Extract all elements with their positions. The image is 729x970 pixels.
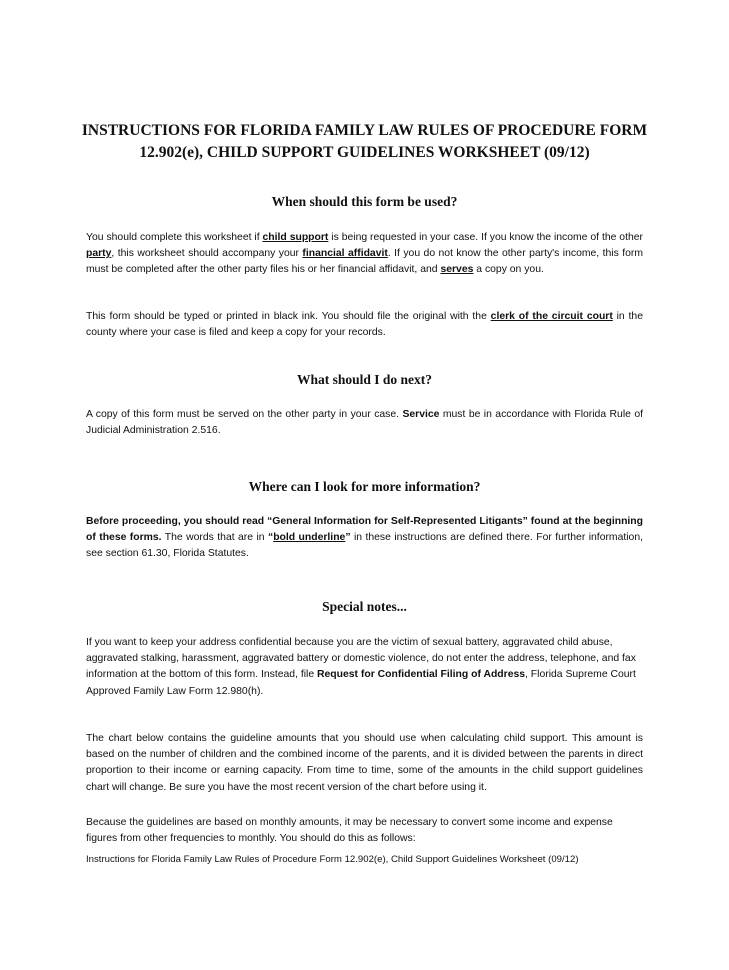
- paragraph-when-1: You should complete this worksheet if child support is being requested in your case. If you know the income of the other party, this worksheet should accompany your financial affidavit. If you do not know the other party's income, this form must be completed after the other party files his or her financial affidavit, and serves a copy on you.: [86, 232, 643, 276]
- term-financial-affidavit: financial affidavit: [302, 248, 388, 260]
- paragraph-notes-3: Because the guidelines are based on monthly amounts, it may be necessary to convert some income and expense figures from other frequencies to monthly. You should do this as follows:: [86, 817, 613, 845]
- page-footer: Instructions for Florida Family Law Rules of Procedure Form 12.902(e), Child Support Guidelines Worksheet (09/12): [86, 854, 579, 865]
- term-party: party: [86, 248, 112, 260]
- heading-info: Where can I look for more information?: [248, 479, 481, 494]
- heading-next: What should I do next?: [296, 372, 433, 387]
- title-line-2: 12.902(e), CHILD SUPPORT GUIDELINES WORKSHEET (09/12): [139, 144, 590, 161]
- term-clerk: clerk of the circuit court: [490, 311, 613, 322]
- term-serves: serves: [440, 264, 474, 276]
- heading-when: When should this form be used?: [271, 194, 458, 209]
- heading-notes: Special notes...: [322, 599, 407, 614]
- title-line-1: INSTRUCTIONS FOR FLORIDA FAMILY LAW RULES OF PROCEDURE FORM: [81, 122, 648, 139]
- paragraph-info: Before proceeding, you should read “General Information for Self-Represented Litigants” found at the beginning of these forms. The words that are in “bold underline” in these instructions are defined there. For further information, see section 61.30, Florida Statutes.: [86, 516, 644, 560]
- term-child-support: child support: [262, 232, 329, 243]
- paragraph-notes-1: If you want to keep your address confidential because you are the victim of sexual battery, aggravated child abuse, aggravated stalking, harassment, aggravated battery or domestic violence, do not enter the address, telephone, and fax information at the bottom of this form. Instead, file Request for Confidential Filing of Address, Florida Supreme Court Approved Family Law Form 12.980(h).: [86, 637, 636, 697]
- document-title: [40, 120, 689, 164]
- paragraph-next: A copy of this form must be served on the other party in your case. Service must be in accordance with Florida Rule of Judicial Administration 2.516.: [86, 409, 644, 437]
- paragraph-notes-2: The chart below contains the guideline amounts that you should use when calculating child support. This amount is based on the number of children and the combined income of the parents, and it is divided between the parents in direct proportion to their income or earning capacity. From time to time, some of the amounts in the child support guidelines chart will change. Be sure you have the most recent version of the chart before using it.: [86, 733, 643, 793]
- paragraph-when-2: This form should be typed or printed in black ink. You should file the original with the clerk of the circuit court in the county where your case is filed and keep a copy for your records.: [86, 311, 643, 339]
